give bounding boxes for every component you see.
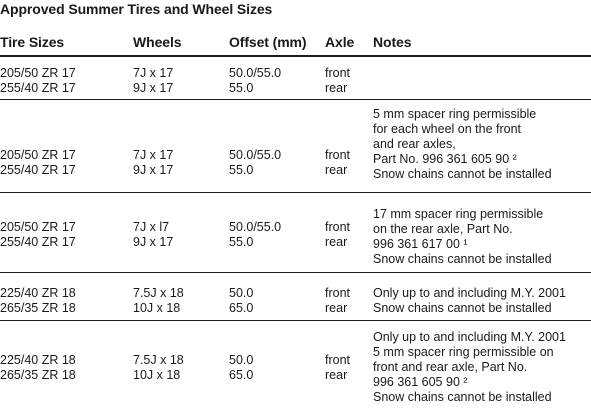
tire-sizes-cell-line: 255/40 ZR 17: [0, 235, 76, 249]
tire-sizes-cell-line: 255/40 ZR 17: [0, 81, 76, 95]
tire-sizes-cell: [0, 66, 76, 96]
offset-cell: [229, 353, 253, 383]
header-tire-sizes: Tire Sizes: [0, 34, 65, 50]
notes-cell-line: Snow chains cannot be installed: [373, 252, 552, 266]
wheels-cell-line: 10J x 18: [133, 301, 181, 315]
axle-cell-line: front: [325, 66, 351, 80]
wheels-cell: [133, 353, 184, 383]
axle-cell: [325, 286, 350, 316]
wheels-cell-line: 7J x 17: [133, 148, 174, 162]
notes-cell-line: and rear axles,: [373, 137, 456, 151]
axle-cell-line: front: [325, 286, 351, 300]
notes-cell-line: 5 mm spacer ring permissible on: [373, 345, 554, 359]
offset-cell-line: 50.0: [229, 353, 254, 367]
axle-cell-line: rear: [325, 368, 348, 382]
notes-cell-line: 5 mm spacer ring permissible: [373, 107, 537, 121]
wheels-cell-line: 7J x l7: [133, 220, 170, 234]
notes-cell-line: Only up to and including M.Y. 2001: [373, 330, 566, 344]
row-divider: [0, 320, 591, 321]
tire-sizes-cell-line: 205/50 ZR 17: [0, 66, 76, 80]
notes-cell: [373, 330, 566, 405]
axle-cell: [325, 353, 350, 383]
offset-cell-line: 50.0/55.0: [229, 148, 282, 162]
wheels-cell-line: 9J x 17: [133, 235, 174, 249]
offset-cell-line: 50.0/55.0: [229, 220, 282, 234]
tire-sizes-cell-line: 265/35 ZR 18: [0, 368, 76, 382]
wheels-cell-line: 7.5J x 18: [133, 353, 184, 367]
tire-sizes-cell: [0, 148, 76, 178]
wheels-cell-line: 7.5J x 18: [133, 286, 184, 300]
tire-sizes-cell-line: 255/40 ZR 17: [0, 163, 76, 177]
notes-cell-line: 996 361 617 00 ¹: [373, 237, 468, 251]
offset-cell-line: 55.0: [229, 235, 254, 249]
header-notes: Notes: [373, 34, 412, 50]
axle-cell: [325, 66, 350, 96]
offset-cell-line: 55.0: [229, 163, 254, 177]
offset-cell-line: 50.0: [229, 286, 254, 300]
notes-cell: [373, 207, 552, 267]
row-divider: [0, 192, 591, 193]
notes-cell-line: front and rear axle, Part No.: [373, 360, 528, 374]
notes-cell-line: for each wheel on the front: [373, 122, 522, 136]
table-title: Approved Summer Tires and Wheel Sizes: [0, 1, 273, 17]
notes-cell-line: Only up to and including M.Y. 2001: [373, 286, 566, 300]
tire-sizes-cell-line: 225/40 ZR 18: [0, 353, 76, 367]
offset-cell: [229, 220, 281, 250]
wheels-cell: [133, 286, 184, 316]
axle-cell: [325, 220, 350, 250]
axle-cell-line: rear: [325, 163, 348, 177]
wheels-cell-line: 9J x 17: [133, 81, 174, 95]
notes-cell-line: 17 mm spacer ring permissible: [373, 207, 544, 221]
axle-cell-line: front: [325, 148, 351, 162]
offset-cell-line: 65.0: [229, 301, 254, 315]
notes-cell-line: Snow chains cannot be installed: [373, 390, 552, 404]
offset-cell-line: 50.0/55.0: [229, 66, 282, 80]
notes-cell-line: on the rear axle, Part No.: [373, 222, 513, 236]
offset-cell: [229, 66, 281, 96]
offset-cell-line: 55.0: [229, 81, 254, 95]
tire-sizes-cell-line: 225/40 ZR 18: [0, 286, 76, 300]
offset-cell: [229, 148, 281, 178]
tire-sizes-cell-line: 205/50 ZR 17: [0, 220, 76, 234]
notes-cell-line: Snow chains cannot be installed: [373, 301, 552, 315]
tire-sizes-cell-line: 205/50 ZR 17: [0, 148, 76, 162]
wheels-cell: [133, 220, 173, 250]
header-wheels: Wheels: [133, 34, 182, 50]
wheels-cell: [133, 66, 173, 96]
wheels-cell-line: 10J x 18: [133, 368, 181, 382]
wheels-cell-line: 9J x 17: [133, 163, 174, 177]
axle-cell-line: front: [325, 353, 351, 367]
offset-cell-line: 65.0: [229, 368, 254, 382]
offset-cell: [229, 286, 253, 316]
notes-cell-line: Part No. 996 361 605 90 ²: [373, 152, 517, 166]
notes-cell-line: Snow chains cannot be installed: [373, 167, 552, 181]
axle-cell-line: rear: [325, 301, 348, 315]
wheels-cell-line: 7J x 17: [133, 66, 174, 80]
tire-sizes-cell: [0, 220, 76, 250]
notes-cell-line: 996 361 605 90 ²: [373, 375, 468, 389]
header-offset: Offset (mm): [229, 34, 307, 50]
axle-cell-line: front: [325, 220, 351, 234]
notes-cell: [373, 286, 566, 316]
axle-cell: [325, 148, 350, 178]
row-divider: [0, 99, 591, 100]
header-rule: [0, 55, 591, 57]
tire-sizes-cell: [0, 286, 76, 316]
wheels-cell: [133, 148, 173, 178]
tire-sizes-cell-line: 265/35 ZR 18: [0, 301, 76, 315]
header-axle: Axle: [325, 34, 355, 50]
tire-sizes-cell: [0, 353, 76, 383]
axle-cell-line: rear: [325, 81, 348, 95]
notes-cell: [373, 107, 552, 182]
axle-cell-line: rear: [325, 235, 348, 249]
row-divider: [0, 272, 591, 273]
